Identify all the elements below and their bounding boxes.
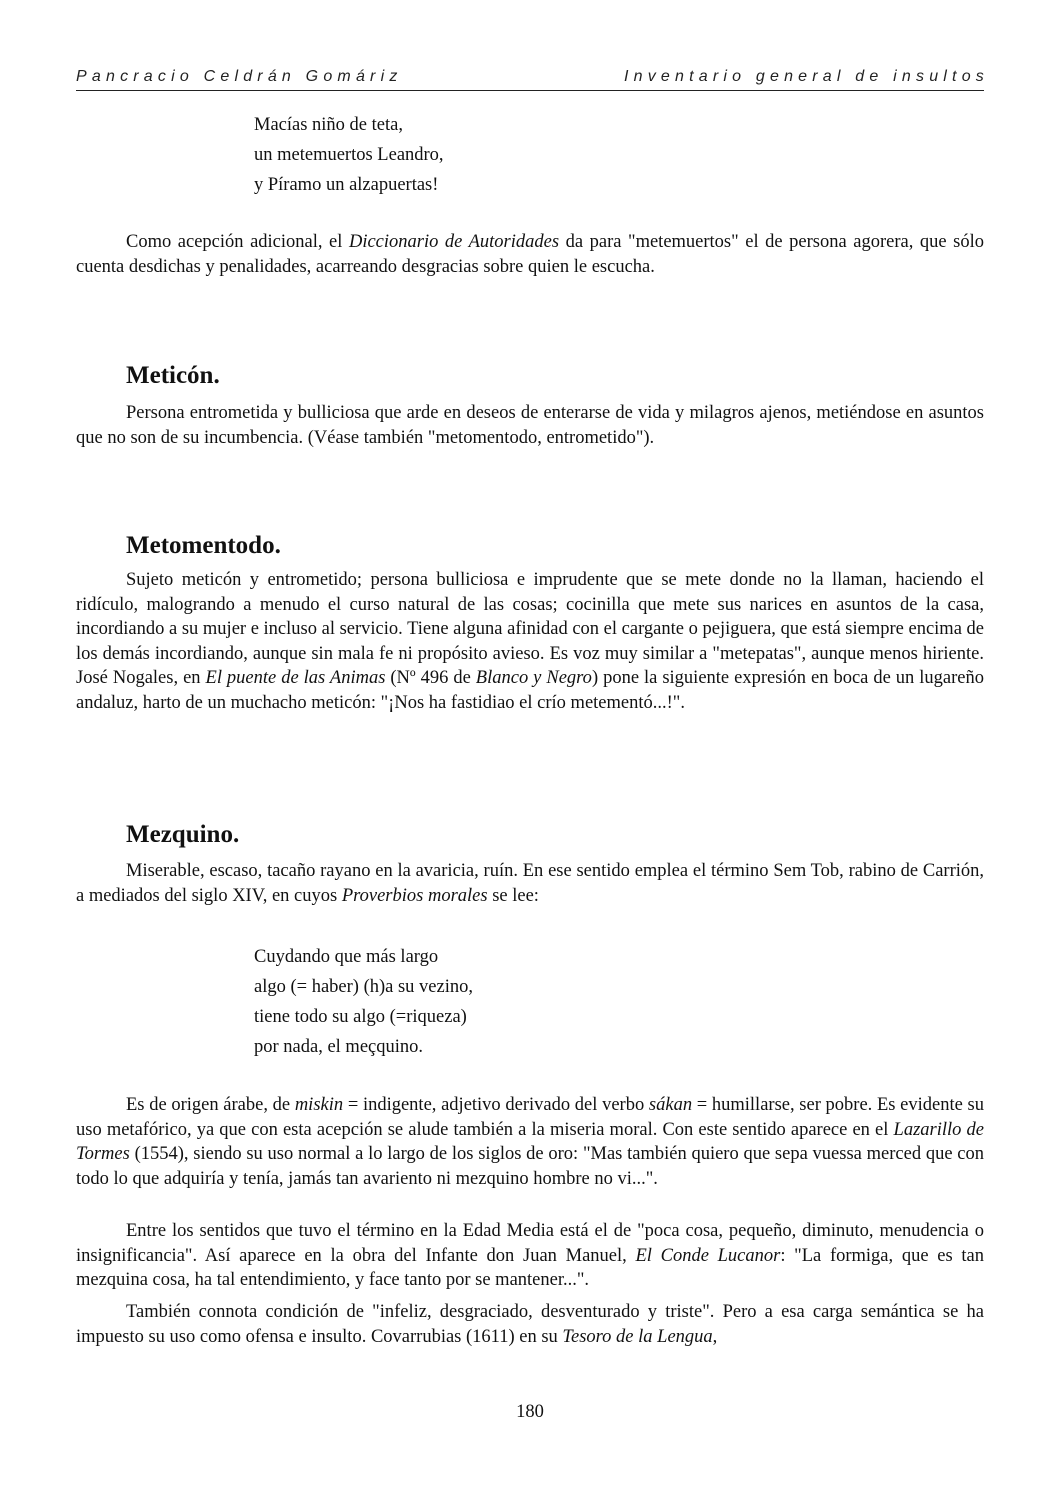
entry-text-mezquino-3 bbox=[76, 1219, 984, 1293]
verse-quote-sem-tob bbox=[254, 942, 473, 1062]
text-run: Entre los sentidos que tuvo el término en la Edad Media está el de "poca cosa, pequeño, diminuto, menudencia o insignificancia". Así aparece en la obra del Infante don Juan Manuel, bbox=[76, 1221, 984, 1266]
header-author: Pancracio Celdrán Gomáriz bbox=[76, 68, 403, 85]
verse-line: Cuydando que más largo bbox=[254, 947, 439, 967]
italic-title: El puente de las Animas bbox=[205, 668, 386, 688]
entry-text-mezquino-4 bbox=[76, 1300, 984, 1349]
verse-quote-metemuertos bbox=[254, 110, 444, 200]
text-run: Miserable, escaso, tacaño rayano en la avaricia, ruín. En ese sentido emplea el término Sem Tob, rabino de Carrión, a mediados del siglo XIV, en cuyos bbox=[76, 861, 984, 906]
verse-line: un metemuertos Leandro, bbox=[254, 145, 444, 165]
text-run: da para "metemuertos" el de persona agorera, que sólo cuenta desdichas y penalidades, acarreando desgracias sobre quien le escucha. bbox=[76, 232, 984, 277]
entry-text-metomentodo bbox=[76, 568, 984, 715]
text-run: = humillarse, ser pobre. Es evidente su uso metafórico, ya que con esta acepción se alude también a la miseria moral. Con este sentido aparece en el bbox=[76, 1095, 984, 1140]
verse-line: por nada, el meçquino. bbox=[254, 1037, 424, 1057]
entry-heading-mezquino: Mezquino. bbox=[126, 821, 240, 848]
verse-line: algo (= haber) (h)a su vezino, bbox=[254, 977, 473, 997]
text-run: se lee: bbox=[487, 885, 539, 906]
text-run: Sujeto meticón y entrometido; persona bulliciosa e imprudente que se mete donde no la llaman, haciendo el ridículo, malogrando a menudo el curso natural de las cosas; cocinilla que mete sus narices en asuntos de la casa, incordiando a su mujer e incluso al servicio. Tiene alguna afinidad con el cargante o pejiguera, que está siempre encima de los demás incordiando, aunque sin mala fe ni propósito avieso. Es voz muy similar a "metepatas", aunque menos hiriente. José Nogales, en bbox=[76, 570, 984, 688]
italic-term: miskin bbox=[294, 1095, 344, 1115]
text-run: También connota condición de "infeliz, desgraciado, desventurado y triste". Pero a esa carga semántica se ha impuesto su uso como ofensa e insulto. Covarrubias (1611) en su bbox=[76, 1302, 984, 1347]
italic-term: sákan bbox=[648, 1095, 693, 1115]
entry-text-mezquino-1 bbox=[76, 859, 984, 908]
italic-title: Blanco y Negro bbox=[475, 668, 592, 688]
text-run: (1554), siendo su uso normal a lo largo de los siglos de oro: "Mas también quiero que sepa vuessa merced que con todo lo que adquiría y tenía, jamás tan avariento ni mezquino hombre no vi...". bbox=[76, 1144, 984, 1189]
entry-heading-meticon: Meticón. bbox=[126, 362, 220, 389]
text-run: Es de origen árabe, de bbox=[126, 1095, 295, 1115]
entry-text-meticon: Persona entrometida y bulliciosa que arde en deseos de enterarse de vida y milagros ajenos, metiéndose en asuntos que no son de su incumbencia. (Véase también "metomentodo, entrometido"). bbox=[76, 403, 984, 448]
paragraph-autoridades bbox=[76, 230, 984, 279]
italic-title: El Conde Lucanor bbox=[635, 1245, 781, 1266]
running-header bbox=[76, 68, 989, 91]
text-run: , bbox=[712, 1326, 718, 1347]
italic-title: Proverbios morales bbox=[341, 885, 488, 906]
entry-heading-metomentodo: Metomentodo. bbox=[126, 532, 281, 559]
text-run: (Nº 496 de bbox=[385, 668, 476, 688]
header-book-title: Inventario general de insultos bbox=[623, 68, 989, 85]
text-run: = indigente, adjetivo derivado del verbo bbox=[343, 1095, 649, 1115]
entry-text-mezquino-2 bbox=[76, 1093, 984, 1191]
italic-title: Diccionario de Autoridades bbox=[348, 232, 560, 252]
text-run: ) pone la siguiente expresión en boca de un lugareño andaluz, harto de un muchacho meticón: "¡Nos ha fastidiao el crío metementó...!". bbox=[76, 668, 984, 713]
text-run: : "La formiga, que es tan mezquina cosa, ha tal entendimiento, y face tanto por se mantener...". bbox=[76, 1245, 984, 1290]
verse-line: y Píramo un alzapuertas! bbox=[254, 175, 439, 195]
italic-title: Lazarillo de Tormes bbox=[76, 1119, 984, 1164]
text-run: Como acepción adicional, el bbox=[126, 232, 349, 252]
page-number: 180 bbox=[516, 1402, 544, 1422]
verse-line: Macías niño de teta, bbox=[254, 115, 403, 135]
verse-line: tiene todo su algo (=riqueza) bbox=[254, 1007, 467, 1027]
italic-title: Tesoro de la Lengua bbox=[562, 1326, 713, 1347]
